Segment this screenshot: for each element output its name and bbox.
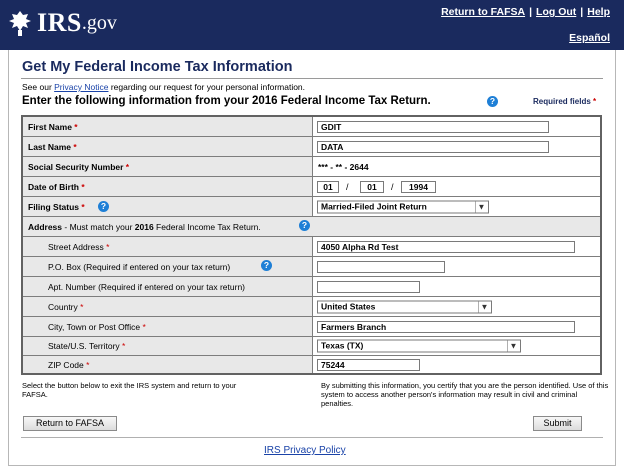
logout-link[interactable]: Log Out <box>536 6 577 18</box>
last-name-input[interactable]: DATA <box>317 141 549 153</box>
state-select[interactable]: Texas (TX) ▼ <box>317 340 521 353</box>
state-label: State/U.S. Territory * <box>48 341 126 351</box>
street-address-input[interactable]: 4050 Alpha Rd Test <box>317 241 575 253</box>
logo-text-irs: IRS <box>37 8 82 37</box>
form-row-address-header <box>23 217 600 237</box>
form-row-filing-status <box>23 197 600 217</box>
help-icon[interactable]: ? <box>98 201 109 212</box>
link-separator: | <box>580 6 584 18</box>
form-row-po-box <box>23 257 600 277</box>
submit-button[interactable]: Submit <box>533 416 582 431</box>
page-title: Get My Federal Income Tax Information <box>22 59 293 75</box>
first-name-input[interactable]: GDIT <box>317 121 549 133</box>
po-box-input[interactable] <box>317 261 445 273</box>
date-separator: / <box>391 181 394 192</box>
chevron-down-icon: ▼ <box>478 301 490 312</box>
irs-logo[interactable] <box>7 6 117 40</box>
chevron-down-icon: ▼ <box>475 201 487 212</box>
privacy-note-suffix: regarding our request for your personal information. <box>108 82 306 92</box>
chevron-down-icon: ▼ <box>507 341 519 352</box>
form-row-first-name <box>23 117 600 137</box>
privacy-note-prefix: See our <box>22 82 55 92</box>
required-star: * <box>590 97 597 106</box>
dob-year-input[interactable]: 1994 <box>401 181 436 193</box>
help-icon[interactable]: ? <box>487 96 498 107</box>
privacy-notice-link[interactable]: Privacy Notice <box>54 82 109 92</box>
form-row-last-name <box>23 137 600 157</box>
instruction-heading: Enter the following information from your 2016 Federal Income Tax Return. <box>22 95 431 107</box>
title-divider <box>21 78 603 79</box>
form-row-state <box>23 337 600 356</box>
last-name-label: Last Name * <box>28 141 77 152</box>
date-separator: / <box>346 181 349 192</box>
country-select[interactable]: United States ▼ <box>317 300 492 313</box>
logo-text-gov: .gov <box>81 11 117 34</box>
ssn-masked-value: *** - ** - 2644 <box>318 161 369 172</box>
form-row-dob <box>23 177 600 197</box>
tax-info-form <box>21 115 602 375</box>
city-input[interactable]: Farmers Branch <box>317 321 575 333</box>
apt-number-label: Apt. Number (Required if entered on your tax return) <box>48 281 246 292</box>
irs-eagle-icon <box>7 9 33 37</box>
help-icon[interactable]: ? <box>261 260 272 271</box>
zip-label: ZIP Code * <box>48 359 90 370</box>
return-to-fafsa-link[interactable]: Return to FAFSA <box>441 6 526 18</box>
dob-day-input[interactable]: 01 <box>360 181 384 193</box>
footer-divider <box>21 437 603 438</box>
help-icon[interactable]: ? <box>299 220 310 231</box>
country-label: Country * <box>48 301 84 312</box>
zip-input[interactable]: 75244 <box>317 359 420 371</box>
espanol-link[interactable]: Español <box>569 32 610 44</box>
form-row-zip <box>23 356 600 373</box>
help-link[interactable]: Help <box>587 6 610 18</box>
dob-label: Date of Birth * <box>28 181 85 192</box>
ssn-label: Social Security Number * <box>28 161 130 172</box>
first-name-label: First Name * <box>28 121 78 132</box>
certification-note: By submitting this information, you certify that you are the person identified. Use of this system to access another person's information may result in civil and criminal penalties. <box>321 381 609 408</box>
required-fields-note <box>533 97 596 106</box>
form-row-street <box>23 237 600 257</box>
filing-status-select[interactable]: Married-Filed Joint Return ▼ <box>317 200 489 213</box>
address-section-label: Address - Must match your 2016 Federal Income Tax Return. <box>28 221 261 232</box>
apt-number-input[interactable] <box>317 281 420 293</box>
irs-privacy-policy-link[interactable]: IRS Privacy Policy <box>264 445 346 456</box>
form-row-ssn <box>23 157 600 177</box>
street-address-label: Street Address * <box>48 241 110 252</box>
dob-month-input[interactable]: 01 <box>317 181 339 193</box>
required-fields-label: Required fields <box>533 97 591 106</box>
return-to-fafsa-button[interactable]: Return to FAFSA <box>23 416 117 431</box>
form-row-country <box>23 297 600 317</box>
exit-note: Select the button below to exit the IRS system and return to your FAFSA. <box>22 381 237 399</box>
top-links <box>441 6 610 18</box>
po-box-label: P.O. Box (Required if entered on your tax return) <box>48 261 231 272</box>
city-label: City, Town or Post Office * <box>48 321 146 332</box>
form-row-apt <box>23 277 600 297</box>
form-row-city <box>23 317 600 337</box>
link-separator: | <box>529 6 533 18</box>
privacy-note <box>22 82 305 92</box>
filing-status-label: Filing Status * <box>28 201 85 212</box>
